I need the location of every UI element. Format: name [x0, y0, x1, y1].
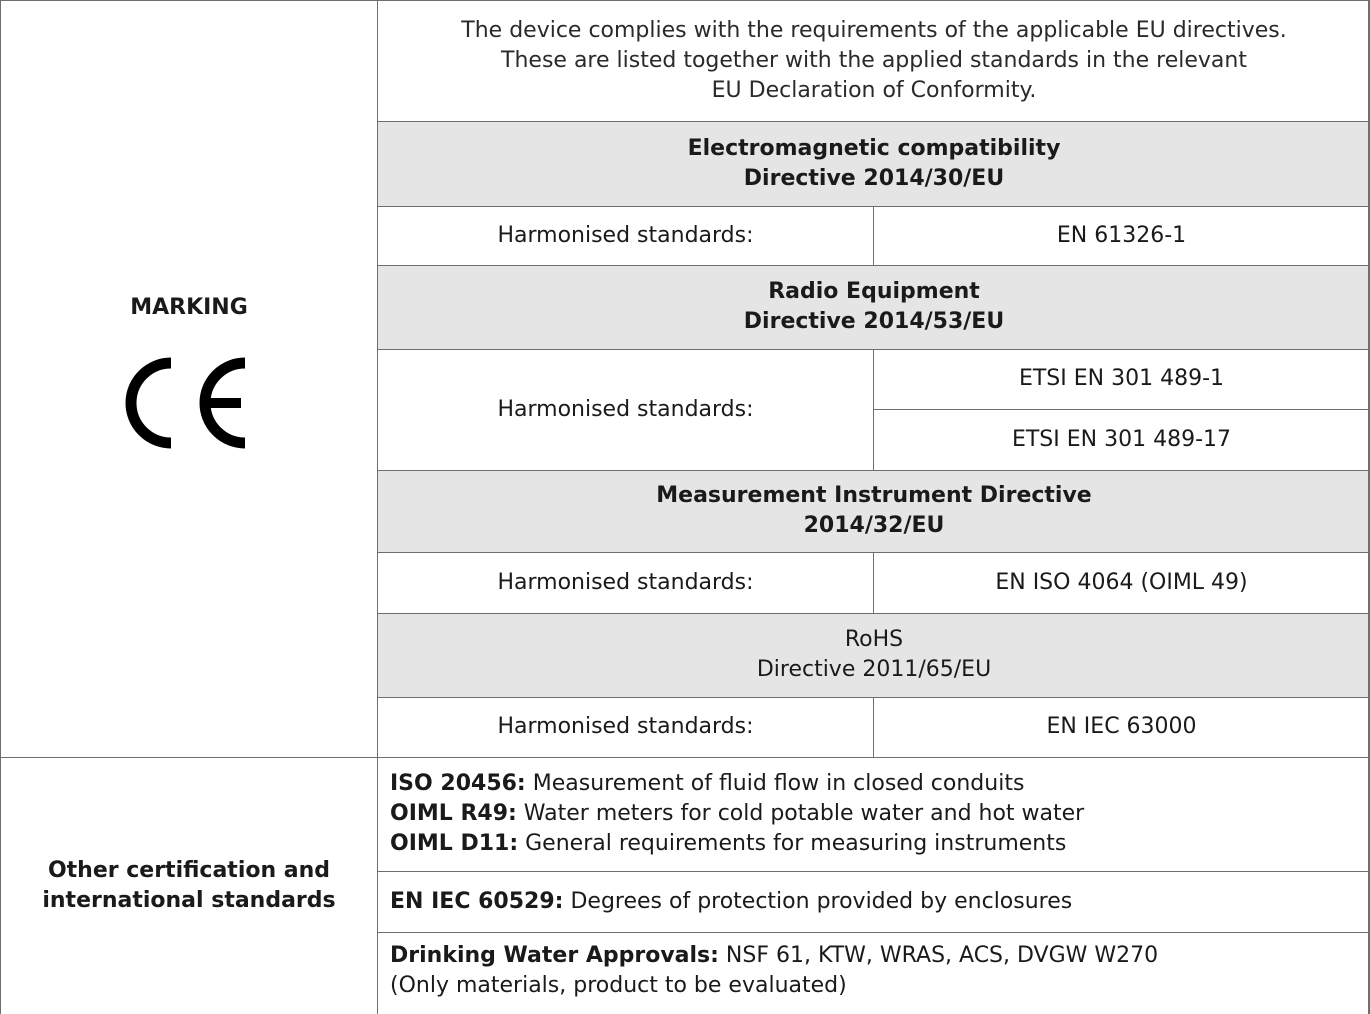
row-divider [378, 121, 1370, 122]
other-label-line-1: Other certification and [47, 857, 331, 883]
standard-code: OIML R49: [390, 801, 517, 826]
marking-label: MARKING [130, 294, 248, 320]
drinking-water-approvals [390, 941, 1370, 971]
drinking-water-note: (Only materials, product to be evaluated) [390, 973, 847, 998]
intro-line-1: The device complies with the requirements of the applicable EU directives. [461, 17, 1287, 43]
table-border-left [0, 0, 1, 1014]
standard-item-oiml-r49 [390, 799, 1370, 829]
iec-60529-cell [378, 871, 1370, 932]
row-divider [378, 932, 1370, 933]
row-divider [378, 265, 1370, 266]
standard-description: Degrees of protection provided by enclosures [563, 888, 1073, 914]
rohs-title: RoHS [844, 627, 904, 652]
intro-line-2: These are listed together with the applied standards in the relevant [501, 47, 1247, 73]
row-divider [378, 552, 1370, 553]
red-standard-value-2: ETSI EN 301 489-17 [1011, 426, 1232, 452]
drinking-water-cell [378, 932, 1370, 1014]
inner-column-divider-mid [873, 552, 874, 613]
emc-directive: Directive 2014/30/EU [743, 165, 1005, 191]
standard-description: General requirements for measuring instruments [518, 831, 1067, 856]
iso-oiml-standards-cell [378, 757, 1370, 871]
mid-directive-header [378, 470, 1370, 552]
column-divider [377, 0, 378, 1014]
intro-line-3: EU Declaration of Conformity. [711, 77, 1037, 103]
row-divider [378, 206, 1370, 207]
emc-title: Electromagnetic compatibility [687, 135, 1061, 161]
marking-cell [0, 0, 378, 757]
mid-standards-label: Harmonised standards: [497, 569, 754, 595]
standard-description: NSF 61, KTW, WRAS, ACS, DVGW W270 [718, 943, 1159, 968]
emc-standards-label: Harmonised standards: [497, 222, 754, 248]
row-divider [378, 613, 1370, 614]
row-divider [0, 757, 1370, 758]
other-certification-label [0, 757, 378, 1014]
red-standards-label: Harmonised standards: [497, 396, 754, 422]
rohs-standards-label: Harmonised standards: [497, 714, 754, 739]
mid-title: Measurement Instrument Directive [656, 483, 1092, 508]
standard-item-iso-20456 [390, 769, 1370, 799]
red-directive-header [378, 265, 1370, 349]
standard-item-oiml-d11 [390, 829, 1370, 859]
mid-directive: 2014/32/EU [803, 513, 945, 538]
intro-text [378, 0, 1370, 121]
red-directive: Directive 2014/53/EU [743, 309, 1005, 334]
standard-code: Drinking Water Approvals: [390, 943, 719, 968]
row-divider [378, 697, 1370, 698]
emc-standard-value: EN 61326-1 [1056, 222, 1187, 248]
table-border-top [0, 0, 1370, 1]
rohs-directive: Directive 2011/65/EU [756, 657, 992, 682]
ce-mark-icon [119, 355, 259, 455]
inner-column-divider-rohs [873, 697, 874, 757]
standard-item-iec-60529 [390, 887, 1370, 917]
row-divider [378, 470, 1370, 471]
row-divider [873, 409, 1370, 410]
row-divider [378, 349, 1370, 350]
emc-directive-header [378, 121, 1370, 206]
standard-code: ISO 20456: [390, 771, 526, 796]
standard-description: Water meters for cold potable water and hot water [516, 801, 1085, 826]
row-divider [378, 871, 1370, 872]
red-title: Radio Equipment [768, 279, 980, 304]
rohs-directive-header [378, 613, 1370, 697]
inner-column-divider-emc [873, 206, 874, 265]
rohs-standard-value: EN IEC 63000 [1046, 714, 1197, 739]
mid-standard-value: EN ISO 4064 (OIML 49) [995, 569, 1248, 595]
red-standard-value-1: ETSI EN 301 489-1 [1018, 366, 1225, 391]
standard-code: EN IEC 60529: [390, 888, 564, 914]
other-label-line-2: international standards [42, 887, 336, 913]
standard-code: OIML D11: [390, 831, 519, 856]
standard-description: Measurement of fluid flow in closed conduits [525, 771, 1025, 796]
